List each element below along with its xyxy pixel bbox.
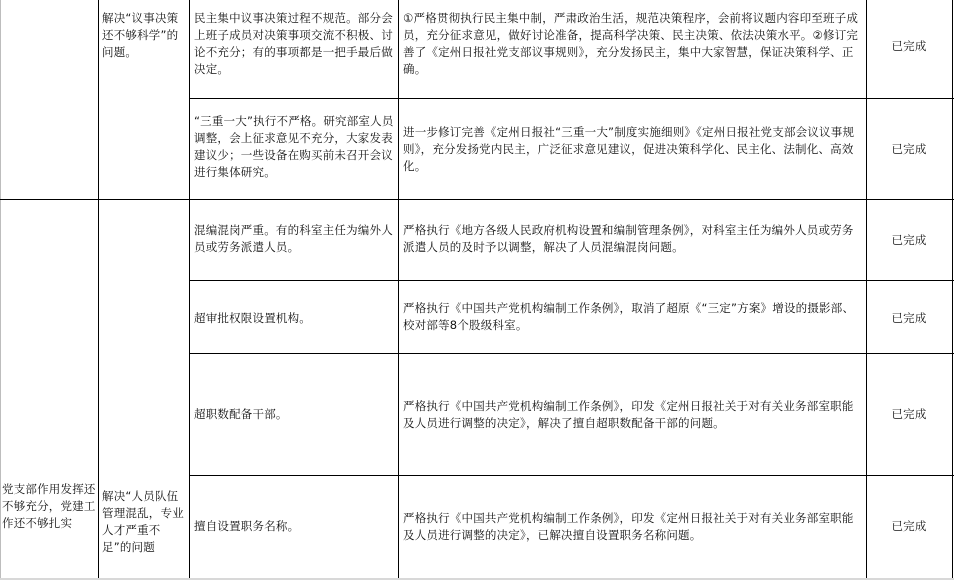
issue-cell: “三重一大”执行不严格。研究部室人员调整，会上征求意见不充分，大家发表建议少；一些设备在购买前未召开会议进行集体研究。: [194, 114, 394, 179]
grid-line: [866, 0, 867, 580]
status-cell: 已完成: [891, 142, 927, 156]
grid-line: [189, 98, 954, 99]
grid-line: [0, 0, 1, 580]
measure-cell: ①严格贯彻执行民主集中制，严肃政治生活，规范决策程序，会前将议题内容印至班子成员，充分征求意见，做好讨论准备，提高科学决策、民主决策、依法决策水平。②修订完善了《定州日报社党支部议事规则》，充分发扬民主，集中大家智慧，保证决策科学、正确。: [403, 11, 859, 76]
task-cell: 解决“人员队伍管理混乱，专业人才严重不足”的问题: [102, 489, 184, 554]
status-cell: 已完成: [891, 233, 927, 247]
issue-cell: 超职数配备干部。: [194, 407, 288, 421]
measure-cell: 严格执行《中国共产党机构编制工作条例》，印发《定州日报社关于对有关业务部室职能及人员进行调整的决定》，已解决擅自设置职务名称问题。: [403, 511, 854, 542]
status-cell: 已完成: [891, 311, 927, 325]
grid-line: [98, 199, 954, 200]
grid-line: [189, 280, 954, 281]
issue-cell: 超审批权限设置机构。: [194, 311, 311, 325]
grid-line: [398, 0, 399, 580]
measure-cell: 严格执行《中国共产党机构编制工作条例》，取消了超原《“三定”方案》增设的摄影部、校对部等8个股级科室。: [403, 301, 855, 332]
status-cell: 已完成: [891, 519, 927, 533]
grid-line: [98, 0, 99, 580]
grid-line: [189, 475, 954, 476]
status-cell: 已完成: [891, 407, 927, 421]
issue-cell: 擅自设置职务名称。: [194, 519, 300, 533]
measure-cell: 严格执行《地方各级人民政府机构设置和编制管理条例》，对科室主任为编外人员或劳务派遣人员的及时予以调整，解决了人员混编混岗问题。: [403, 223, 854, 254]
status-cell: 已完成: [891, 39, 927, 53]
grid-line: [189, 353, 954, 354]
grid-line: [189, 0, 190, 580]
task-cell: 解决“议事决策还不够科学”的问题。: [102, 11, 179, 59]
measure-cell: 严格执行《中国共产党机构编制工作条例》，印发《定州日报社关于对有关业务部室职能及人员进行调整的决定》，解决了擅自超职数配备干部的问题。: [403, 399, 854, 430]
category-cell: 党支部作用发挥还不够充分，党建工作还不够扎实: [2, 482, 96, 530]
grid-line: [952, 0, 953, 580]
measure-cell: 进一步修订完善《定州日报社“三重一大”制度实施细则》《定州日报社党支部会议议事规则》，充分发扬党内民主，广泛征求意见建议，促进决策科学化、民主化、法制化、高效化。: [403, 125, 855, 173]
grid-line: [0, 199, 98, 200]
issue-cell: 混编混岗严重。有的科室主任为编外人员或劳务派遣人员。: [194, 223, 393, 254]
issue-cell: 民主集中议事决策过程不规范。部分会上班子成员对决策事项交流不积极、讨论不充分；有的事项都是一把手最后做决定。: [194, 11, 393, 76]
